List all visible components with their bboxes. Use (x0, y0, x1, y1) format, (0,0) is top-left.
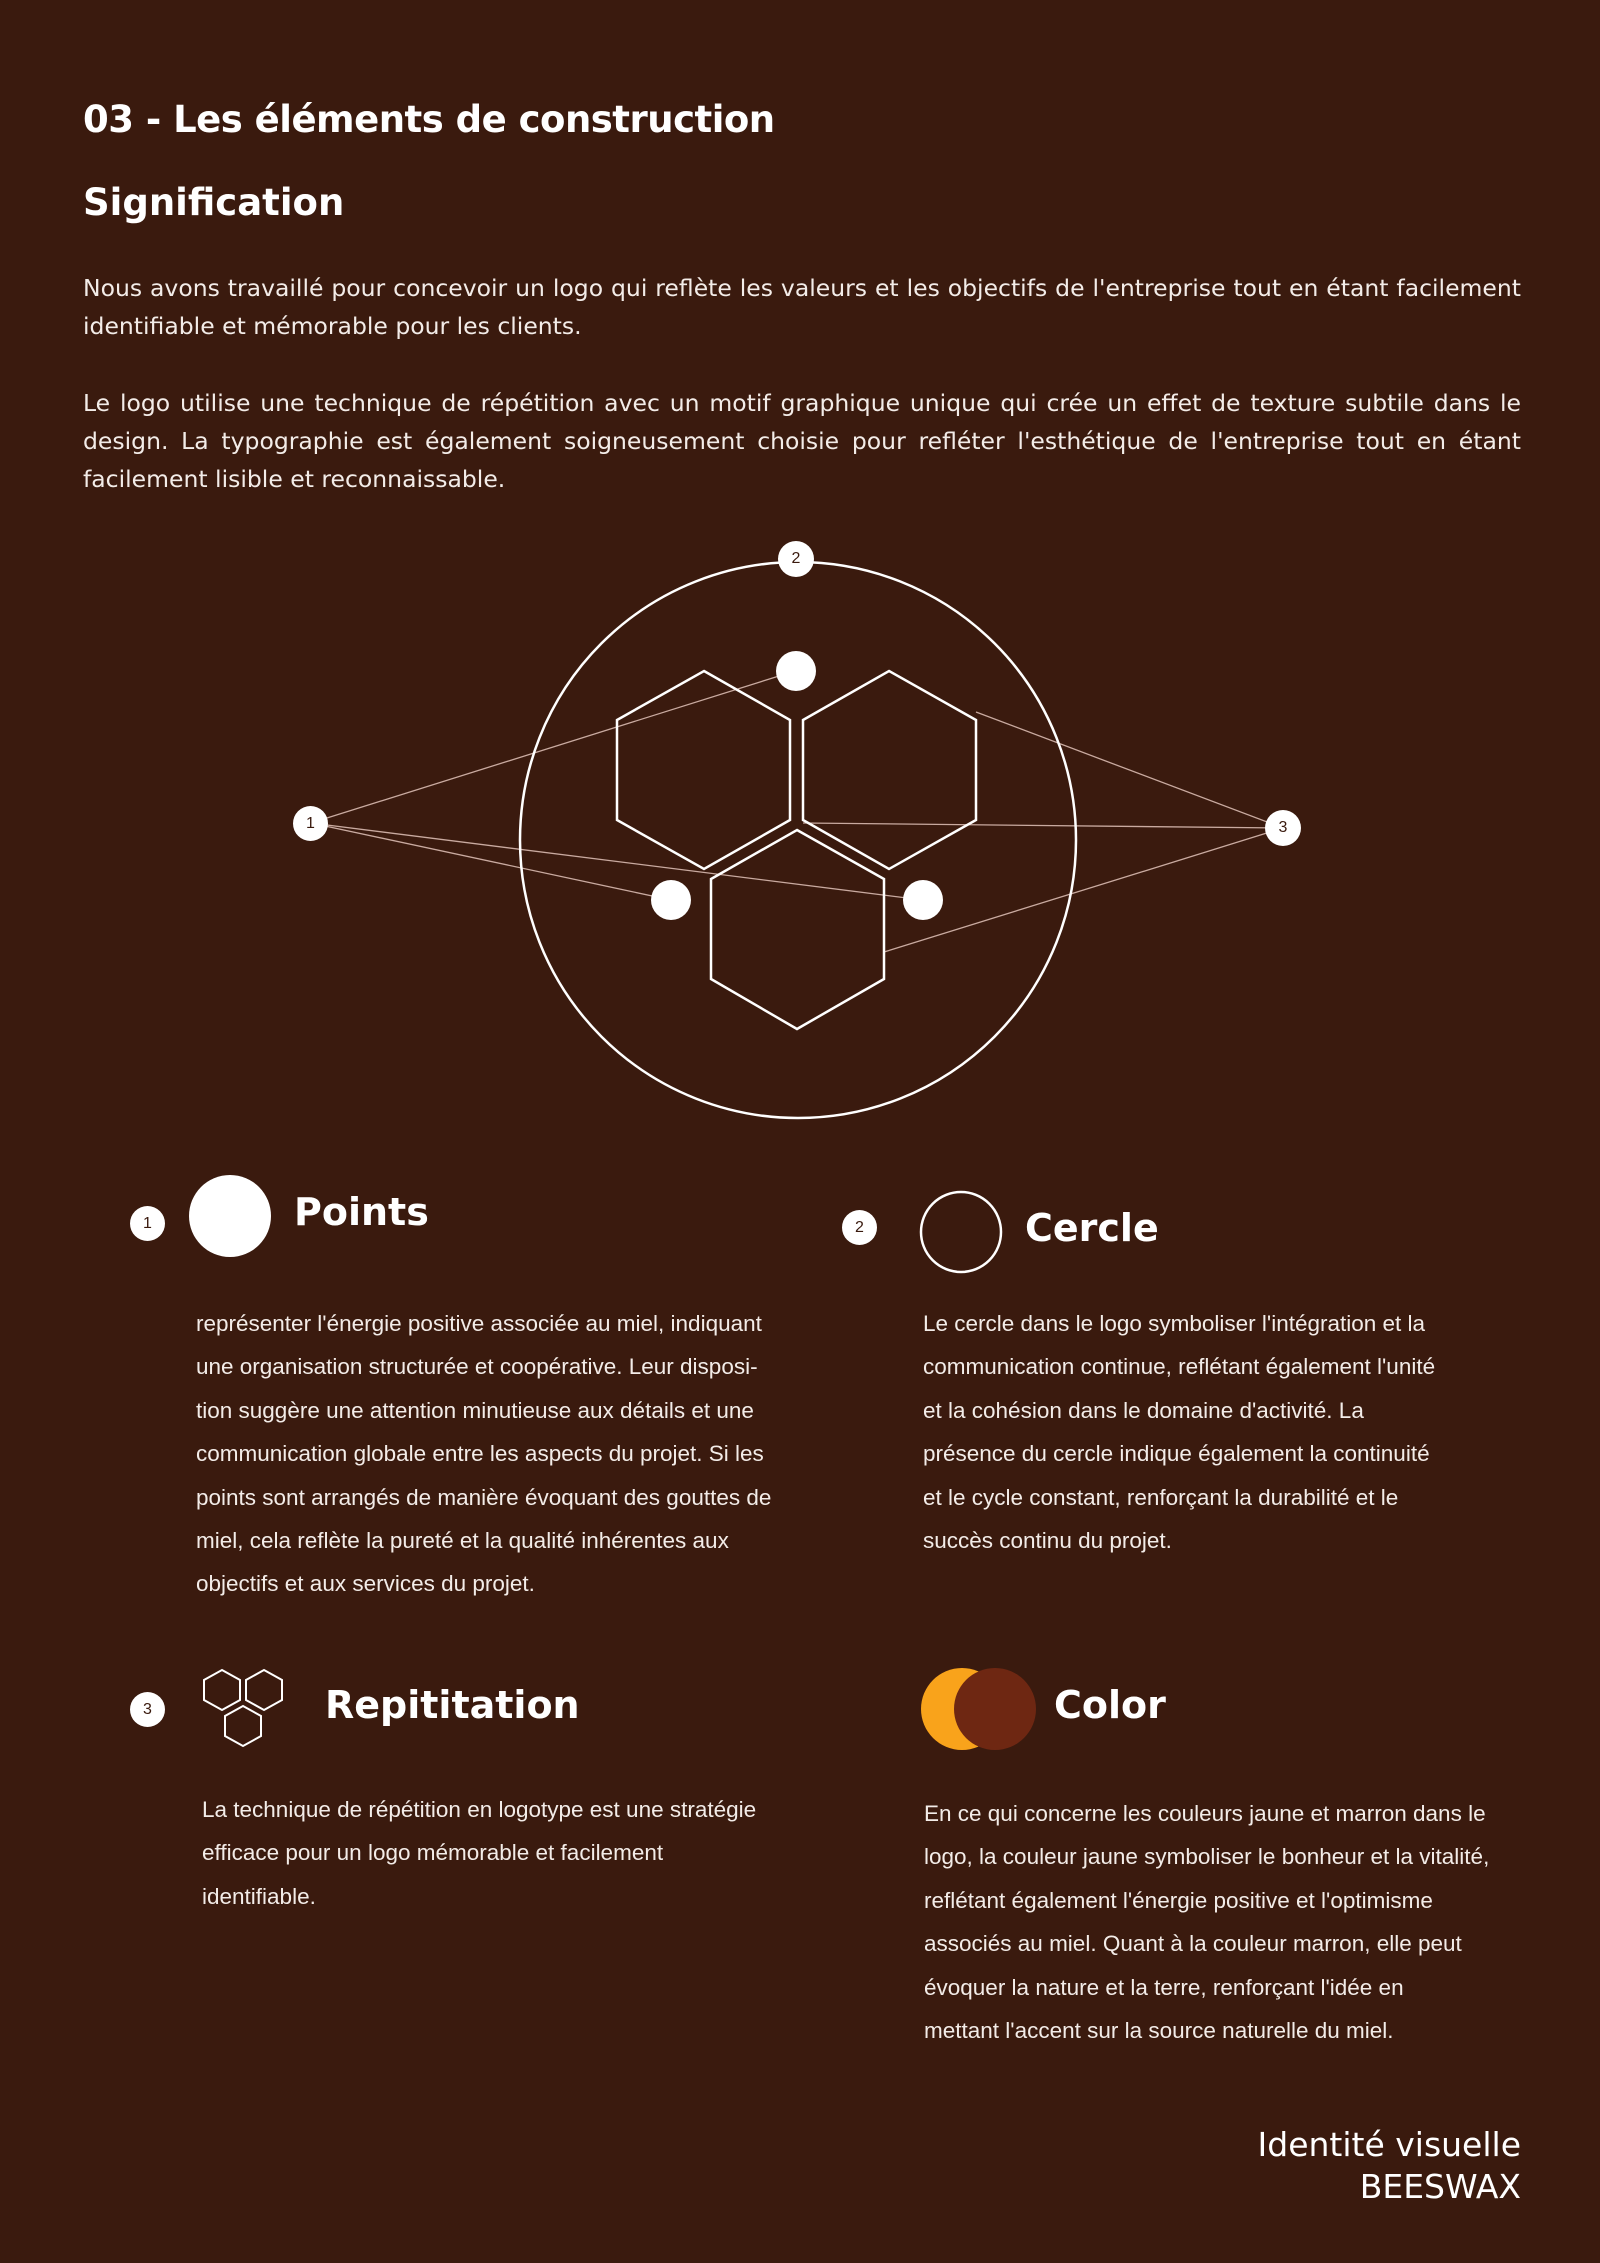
diagram-marker-2: 2 (778, 541, 814, 577)
point-dots (651, 651, 943, 920)
text-line: communication continue, reflétant également l'unité (923, 1354, 1436, 1380)
outline-circle-icon (918, 1189, 1004, 1275)
text-line: succès continu du projet. (923, 1528, 1172, 1554)
point-dot-right (903, 880, 943, 920)
text-line: associés au miel. Quant à la couleur marron, elle peut (924, 1931, 1462, 1957)
text-line: Le cercle dans le logo symboliser l'intégration et la (923, 1311, 1426, 1336)
text-line: efficace pour un logo mémorable et facilement (202, 1840, 664, 1866)
text-line: mettant l'accent sur la source naturelle du miel. (924, 2018, 1394, 2044)
text-line: et le cycle constant, renforçant la durabilité et le (923, 1484, 1399, 1510)
text-line: tion suggère une attention minutieuse aux détails et une (196, 1397, 754, 1423)
text-line: La technique de répétition en logotype est une stratégie (202, 1797, 757, 1822)
text-line: identifiable. (202, 1883, 316, 1909)
diagram-marker-3: 3 (1265, 810, 1301, 846)
text-line: et la cohésion dans le domaine d'activité. La (923, 1397, 1364, 1423)
text-line: points sont arrangés de manière évoquant des gouttes de (196, 1484, 772, 1510)
intro-paragraph-2: Le logo utilise une technique de répétition avec un motif graphique unique qui crée un effet de texture subtile dans le design. La typographie est également soigneusement choisie pour refléter l'esthétique de l'entreprise tout en étant facilement lisible et reconnaissable. (83, 389, 1521, 493)
section-title-repetition: Repititation (325, 1683, 580, 1727)
hexagon-top-left (617, 671, 790, 869)
intro-paragraph-1: Nous avons travaillé pour concevoir un logo qui reflète les valeurs et les objectifs de l'entreprise tout en étant facilement identifiable et mémorable pour les clients. (83, 274, 1521, 340)
footer-line-identity: Identité visuelle (1257, 2125, 1521, 2164)
footer-brand (1258, 2124, 1521, 2208)
section-number-badge-2: 2 (842, 1210, 877, 1245)
logo-construction-diagram (0, 530, 1600, 1130)
section-title-points: Points (294, 1190, 429, 1234)
section-text-repetition (202, 1788, 756, 1918)
outer-circle (520, 562, 1076, 1118)
text-line: évoquer la nature et la terre, renforçant l'idée en (924, 1974, 1404, 2000)
text-line: communication globale entre les aspects du projet. Si les (196, 1441, 764, 1467)
text-line: reflétant également l'énergie positive et l'optimisme (924, 1887, 1433, 1913)
section-number-badge-3: 3 (130, 1692, 165, 1727)
hexagon-bottom (711, 830, 884, 1029)
hexagon-group (617, 671, 976, 1029)
section-title-cercle: Cercle (1025, 1206, 1159, 1250)
section-text-points (196, 1302, 771, 1606)
text-line: présence du cercle indique également la continuité (923, 1441, 1430, 1467)
section-subtitle: Signification (83, 181, 345, 224)
color-swatch-icon (920, 1667, 1038, 1751)
section-title-color: Color (1054, 1683, 1166, 1727)
page-title: 03 - Les éléments de construction (83, 98, 775, 141)
diagram-marker-1: 1 (293, 806, 328, 841)
text-line: une organisation structurée et coopérative. Leur disposi- (196, 1354, 758, 1380)
connector-lines (311, 671, 1283, 952)
hexagon-cluster-icon (198, 1668, 292, 1758)
point-dot-top (776, 651, 816, 691)
hexagon-top-right (803, 671, 976, 869)
text-line: En ce qui concerne les couleurs jaune et marron dans le (924, 1801, 1486, 1826)
section-number-badge-1: 1 (130, 1206, 165, 1241)
text-line: logo, la couleur jaune symboliser le bonheur et la vitalité, (924, 1844, 1490, 1870)
section-text-cercle (923, 1302, 1435, 1562)
text-line: représenter l'énergie positive associée au miel, indiquant (196, 1311, 762, 1336)
text-line: miel, cela reflète la pureté et la qualité inhérentes aux (196, 1528, 729, 1554)
point-dot-left (651, 880, 691, 920)
footer-line-brand: BEESWAX (1359, 2167, 1521, 2206)
filled-circle-icon (188, 1174, 272, 1258)
text-line: objectifs et aux services du projet. (196, 1571, 535, 1597)
section-text-color (924, 1792, 1489, 2052)
